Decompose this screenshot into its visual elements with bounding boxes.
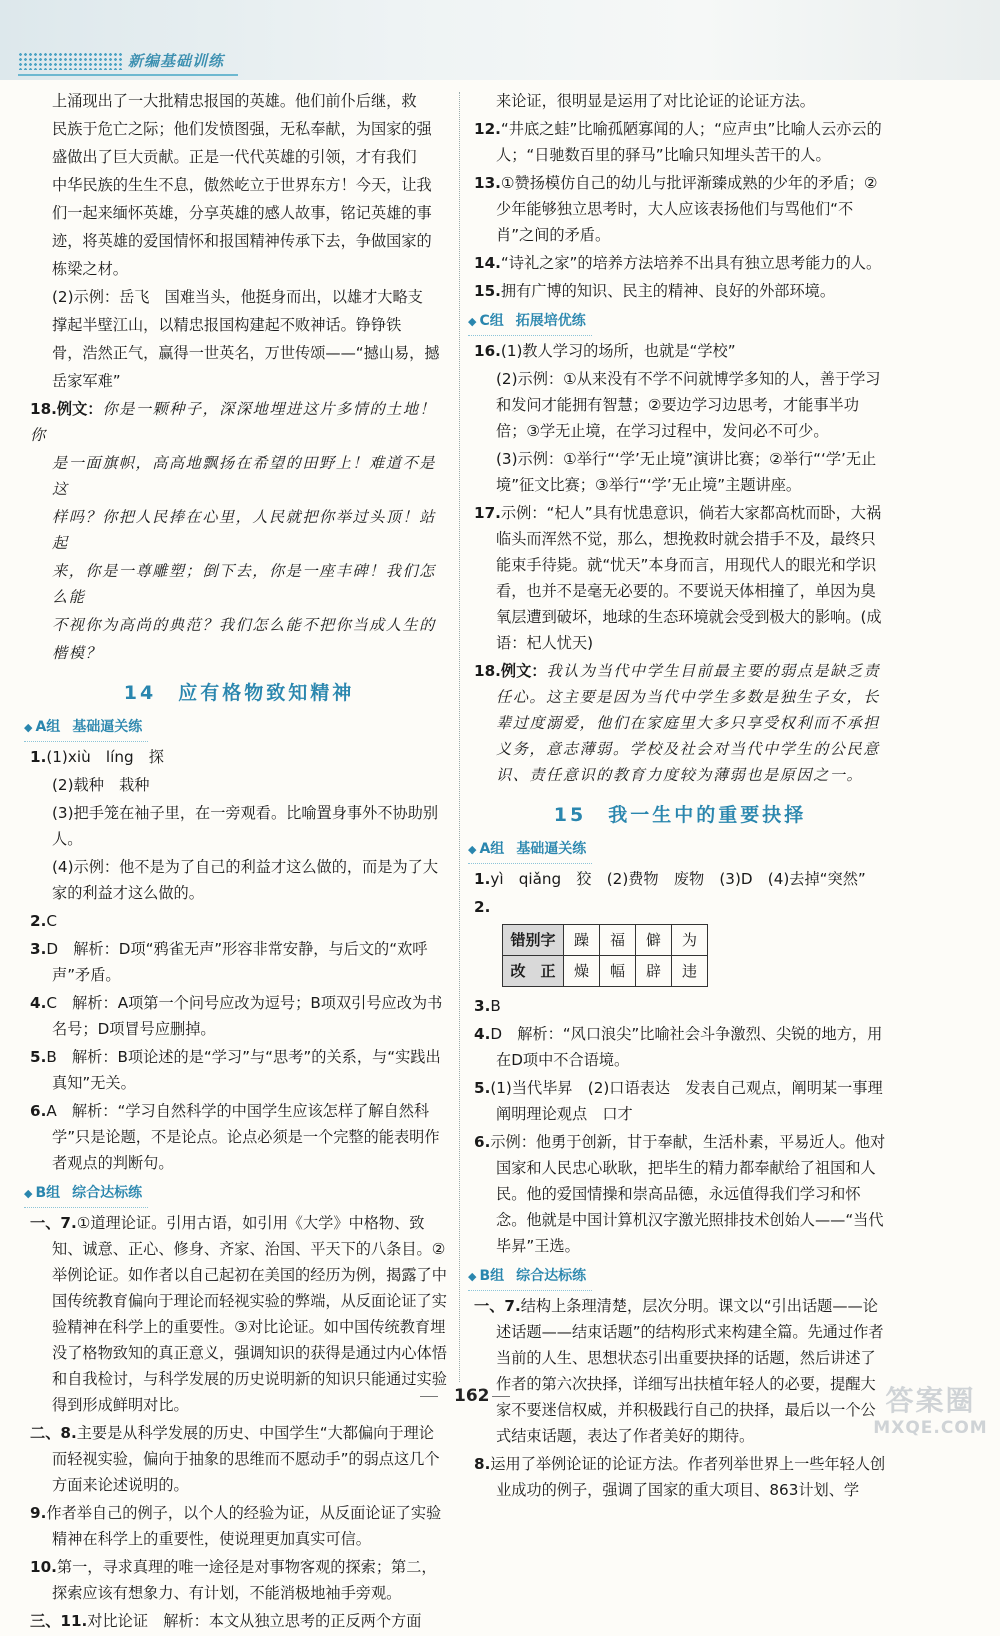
text-line: 岳家军难” xyxy=(52,372,121,390)
text-line: 骨，浩然正气，赢得一世英名，万世传颂——“撼山易，撼 xyxy=(52,344,440,362)
diamond-icon: ◆ xyxy=(24,721,33,734)
header-title: 新编基础训练 xyxy=(128,52,225,70)
answer-text: A 解析：“学习自然科学的中国学生应该怎样了解自然科学”只是论题，不是论点。论点必须是一个完整的能表明作者观点的判断句。 xyxy=(46,1102,440,1172)
group-a-heading: ◆ A组 基础逼关练 xyxy=(24,714,148,742)
table-row xyxy=(503,956,708,987)
diamond-icon: ◆ xyxy=(468,315,477,328)
answer-text: (1)当代毕昇 (2)口语表达 发表自己观点，阐明某一事理 阐明理论观点 口才 xyxy=(490,1079,898,1123)
group-b-list: 一、7.①道理论证。引用古语，如引用《大学》中格物、致知、诚意、正心、修身、齐家、治国、平天下的八条目。②举例论证。如作者以自己起初在美国的经历为例，揭露了中国传统教育偏向于理论而轻视实验的弊端，从反面论证了实验精神在科学上的重要性。③对比论证。如中国传统教育埋没了格物致知的真正意义，强调知识的获得是通过内心体悟和自我检讨，与科学发展的历史说明新的知识只能通过实验得到形成鲜明对比。 二、8.主要是从科学发展的历史、中国学生“大都偏向于理论而轻视实验，偏向于抽象的思维而不愿动手”的弱点这几个方面来论述说明的。 9.作者举自己的例子，以个人的经验为证，从反面论证了实验精神在科学上的重要性，使说理更加真实可信。 10.第一，寻求真理的唯一途径是对事物客观的探索；第二，探索应该有想象力、有计划，不能消极地袖手旁观。 三、11.对比论证 解析：本文从独立思考的正反两个方面 xyxy=(30,1214,447,1630)
text-line: 栋梁之材。 xyxy=(52,260,128,278)
answer-text: ①道理论证。引用古语，如引用《大学》中格物、致知、诚意、正心、修身、齐家、治国、平天下的八条目。②举例论证。如作者以自己起初在美国的经历为例，揭露了中国传统教育偏向于理论而轻视实验的弊端，从反面论证了实验精神在科学上的重要性。③对比论证。如中国传统教育埋没了格物致知的真正意义，强调知识的获得是通过内心体悟和自我检讨，与科学发展的历史说明新的知识只能通过实验得到形成鲜明对比。 xyxy=(52,1214,447,1414)
header-rule xyxy=(18,74,238,76)
group-a-list: 1.(1)xiù líng 探 (2)载种 栽种 (3)把手笼在袖子里，在一旁观看。比喻置身事外不协助别人。 (4)示例：他不是为了自己的利益才这么做的，而是为了大家的利益才这么做的。 2.C 3.D 解析：D项“鸦雀无声”形容非常安静，与后文的“欢呼声”矛盾。 4.C 解析：A项第一个问号应改为逗号；B项双引号应改为书名号；D项冒号应删掉。 5.B 解析：B项论述的是“学习”与“思考”的关系，与“实践出真知”无关。 6.A 解析：“学习自然科学的中国学生应该怎样了解自然科学”只是论题，不是论点。论点必须是一个完整的能表明作者观点的判断句。 xyxy=(30,744,448,1176)
text-line: 迹，将英雄的爱国情怀和报国精神传承下去，争做国家的 xyxy=(52,232,432,250)
answer-text: 对比论证 解析：本文从独立思考的正反两个方面 xyxy=(87,1612,422,1630)
essay-line: 是一面旗帜，高高地飘扬在希望的田野上！难道不是这 xyxy=(52,454,436,498)
text-line: 上涌现出了一大批精忠报国的英雄。他们前仆后继，救 xyxy=(52,92,417,110)
column-divider xyxy=(459,92,460,1382)
answer-text: (2)示例：①从来没有不学不问就博学多知的人，善于学习和发问才能拥有智慧；②要边学习边思考，才能事半功倍；③学无止境，在学习过程中，发问必不可少。 xyxy=(496,370,881,440)
question-number: 18. xyxy=(474,662,501,680)
answer-text: (3)示例：①举行“‘学’无止境”演讲比赛；②举行“‘学’无止境”征文比赛；③举行“‘学’无止境”主题讲座。 xyxy=(496,450,877,494)
table-header-cell: 错别字 xyxy=(503,925,564,956)
answer-text: (4)示例：他不是为了自己的利益才这么做的，而是为了大家的利益才这么做的。 xyxy=(52,858,439,902)
answer-text: (2)载种 栽种 xyxy=(52,776,150,794)
left-top-block xyxy=(30,88,448,394)
answer-text: 示例：“杞人”具有忧患意识，倘若大家都高枕而卧，大祸临头而浑然不觉，那么，想挽救时就会措手不及，最终只能束手待毙。就“忧天”本身而言，用现代人的眼光和学识看，也并不是毫无必要的。不要说天体相撞了，单因为臭氧层遭到破坏，地球的生态环境就会受到极大的影响。(成语：杞人忧天) xyxy=(496,504,882,652)
group-b-heading: ◆ B组 综合达标练 xyxy=(24,1180,148,1208)
answer-text: D 解析：D项“鸦雀无声”形容非常安静，与后文的“欢呼声”矛盾。 xyxy=(46,940,428,984)
section-title-14: 14 应有格物致知精神 xyxy=(123,682,355,704)
answer-text: C xyxy=(46,912,57,930)
answer-text: C 解析：A项第一个问号应改为逗号；B项双引号应改为书名号；D项冒号应删掉。 xyxy=(46,994,443,1038)
table-cell: 幅 xyxy=(600,956,636,987)
answer-text: “诗礼之家”的培养方法培养不出具有独立思考能力的人。 xyxy=(500,254,882,272)
answer-text: (3)把手笼在袖子里，在一旁观看。比喻置身事外不协助别人。 xyxy=(52,804,439,848)
footer-dash-left xyxy=(420,1396,438,1397)
text-line: 盛做出了巨大贡献。正是一代代英雄的引领，才有我们 xyxy=(52,148,417,166)
answer-text: 作者举自己的例子，以个人的经验为证，从反面论证了实验精神在科学上的重要性，使说理更加真实可信。 xyxy=(46,1504,442,1548)
answer-text: B 解析：B项论述的是“学习”与“思考”的关系，与“实践出真知”无关。 xyxy=(46,1048,441,1092)
left-column xyxy=(24,88,448,1636)
answer-text: D 解析：“风口浪尖”比喻社会斗争激烈、尖锐的地方，用在D项中不合语境。 xyxy=(490,1025,883,1069)
group-c-heading: ◆ C组 拓展培优练 xyxy=(468,308,592,336)
answer-text: 结构上条理清楚，层次分明。课文以“引出话题——论述话题——结束话题”的结构形式来构建全篇。先通过作者当前的人生、思想状态引出重要抉择的话题，然后讲述了作者的第六次抉择，详细写出扶植年轻人的必要，提醒大家不要迷信权威，并积极践行自己的抉择，最后以一个公式结束话题，表达了作者美好的期待。 xyxy=(496,1297,884,1445)
text-line: 中华民族的生生不息，傲然屹立于世界东方！今天，让我 xyxy=(52,176,432,194)
answer-text: ①赞扬模仿自己的幼儿与批评渐臻成熟的少年的矛盾；②少年能够独立思考时，大人应该表扬他们与骂他们“不肖”之间的矛盾。 xyxy=(496,174,878,244)
right-top-list: 12.“井底之蛙”比喻孤陋寡闻的人；“应声虫”比喻人云亦云的人；“日驰数百里的驿马”比喻只知埋头苦干的人。 13.①赞扬模仿自己的幼儿与批评渐臻成熟的少年的矛盾；②少年能够独立思考时，大人应该表扬他们与骂他们“不肖”之间的矛盾。 14.“诗礼之家”的培养方法培养不出具有独立思考能力的人。 15.拥有广博的知识、民主的精神、良好的外部环境。 xyxy=(474,120,882,300)
section-title-15: 15 我一生中的重要抉择 xyxy=(553,804,807,826)
text-line: (2)示例：岳飞 国难当头，他挺身而出，以雄才大略支 xyxy=(52,288,423,306)
correction-table xyxy=(502,924,708,987)
text-line: 民族于危亡之际；他们发愤图强，无私奉献，为国家的强 xyxy=(52,120,432,138)
answer-text: 拥有广博的知识、民主的精神、良好的外部环境。 xyxy=(500,282,836,300)
diamond-icon: ◆ xyxy=(468,1270,477,1283)
group-a-heading: ◆ A组 基础逼关练 xyxy=(468,836,592,864)
table-cell: 僻 xyxy=(636,925,672,956)
answer-text: B xyxy=(490,997,501,1015)
essay-text: 我认为当代中学生目前最主要的弱点是缺乏责任心。这主要是因为当代中学生多数是独生子女，长辈过度溺爱，他们在家庭里大多只享受权利而不承担义务，意志薄弱。学校及社会对当代中学生的公民意识、责任意识的教育力度较为薄弱也是原因之一。 xyxy=(496,662,881,784)
answer-text: (1)xiù líng 探 xyxy=(46,748,164,766)
essay-line: 来，你是一尊雕塑；倒下去，你是一座丰碑！我们怎么能 xyxy=(52,562,436,606)
table-cell: 违 xyxy=(672,956,708,987)
table-cell: 燥 xyxy=(564,956,600,987)
example-label: 例文： xyxy=(56,400,103,418)
table-cell: 辟 xyxy=(636,956,672,987)
page-number: 162 xyxy=(454,1386,490,1406)
question-2: 2. 错别字 躁 福 僻 为 改 正 燥 幅 辟 违 xyxy=(474,894,886,987)
table-header-cell: 改 正 xyxy=(503,956,564,987)
essay-line: 楷模？ xyxy=(52,644,103,662)
answer-text: “井底之蛙”比喻孤陋寡闻的人；“应声虫”比喻人云亦云的人；“日驰数百里的驿马”比喻只知埋头苦干的人。 xyxy=(496,120,882,164)
answer-text: 运用了举例论证的论证方法。作者列举世界上一些年轻人创业成功的例子，强调了国家的重大项目、863计划、学 xyxy=(490,1455,886,1499)
table-row xyxy=(503,925,708,956)
table-cell: 福 xyxy=(600,925,636,956)
group-a-list: 1.yì qiǎng 狡 (2)费物 废物 (3)D (4)去掉“突然” 2. 错别字 躁 福 僻 为 改 正 燥 幅 辟 违 3.B 4.D 解析：“风口浪尖”比喻社会斗争激烈、尖锐的地方，用在D项中不合语境。 5.(1)当代毕昇 (2)口语表达 发表自己观点，阐明某一事理 阐明理论观点 口才 6.示例：他勇于创新，甘于奉献，生活朴素，平易近人。他对国家和人民忠心耿耿，把毕生的精力都奉献给了祖国和人民。他的爱国情操和崇高品德，永远值得我们学习和怀念。他就是中国计算机汉字激光照排技术创始人——“当代毕昇”王选。 xyxy=(474,870,898,1255)
left-q18 xyxy=(30,396,448,666)
example-label: 例文： xyxy=(500,662,547,680)
answer-text: (1)教人学习的场所，也就是“学校” xyxy=(500,342,736,360)
answer-text: yì qiǎng 狡 (2)费物 废物 (3)D (4)去掉“突然” xyxy=(490,870,866,888)
answer-text: 示例：他勇于创新，甘于奉献，生活朴素，平易近人。他对国家和人民忠心耿耿，把毕生的精力都奉献给了祖国和人民。他的爱国情操和崇高品德，永远值得我们学习和怀念。他就是中国计算机汉字激光照排技术创始人——“当代毕昇”王选。 xyxy=(490,1133,886,1255)
group-c-list: 16.(1)教人学习的场所，也就是“学校” (2)示例：①从来没有不学不问就博学多知的人，善于学习和发问才能拥有智慧；②要边学习边思考，才能事半功倍；③学无止境，在学习过程中，发问必不可少。 (3)示例：①举行“‘学’无止境”演讲比赛；②举行“‘学’无止境”征文比赛；③举行“‘学’无止境”主题讲座。 17.示例：“杞人”具有忧患意识，倘若大家都高枕而卧，大祸临头而浑然不觉，那么，想挽救时就会措手不及，最终只能束手待毙。就“忧天”本身而言，用现代人的眼光和学识看，也并不是毫无必要的。不要说天体相撞了，单因为臭氧层遭到破坏，地球的生态环境就会受到极大的影响。(成语：杞人忧天) 18.例文：我认为当代中学生目前最主要的弱点是缺乏责任心。这主要是因为当代中学生多数是独生子女，长辈过度溺爱，他们在家庭里大多只享受权利而不承担义务，意志薄弱。学校及社会对当代中学生的公民意识、责任意识的教育力度较为薄弱也是原因之一。 xyxy=(474,338,886,788)
answer-text: 第一，寻求真理的唯一途径是对事物客观的探索；第二，探索应该有想象力、有计划，不能消极地袖手旁观。 xyxy=(52,1558,437,1602)
continued-line: 来论证，很明显是运用了对比论证的论证方法。 xyxy=(496,92,815,110)
text-line: 们一起来缅怀英雄，分享英雄的感人故事，铭记英雄的事 xyxy=(52,204,432,222)
answer-text: 主要是从科学发展的历史、中国学生“大都偏向于理论而轻视实验，偏向于抽象的思维而不愿动手”的弱点这几个方面来论述说明的。 xyxy=(52,1424,440,1494)
header-dots xyxy=(18,52,123,70)
table-cell: 躁 xyxy=(564,925,600,956)
essay-line: 你是一颗种子，深深地埋进这片多情的土地！你 xyxy=(30,400,437,444)
group-b-list: 一、7.结构上条理清楚，层次分明。课文以“引出话题——论述话题——结束话题”的结构形式来构建全篇。先通过作者当前的人生、思想状态引出重要抉择的话题，然后讲述了作者的第六次抉择，详细写出扶植年轻人的必要，提醒大家不要迷信权威，并积极践行自己的抉择，最后以一个公式结束话题，表达了作者美好的期待。 8.运用了举例论证的论证方法。作者列举世界上一些年轻人创业成功的例子，强调了国家的重大项目、863计划、学 xyxy=(474,1297,886,1499)
table-cell: 为 xyxy=(672,925,708,956)
footer-dash-right xyxy=(492,1396,510,1397)
diamond-icon: ◆ xyxy=(24,1187,33,1200)
question-number: 18. xyxy=(30,400,57,418)
diamond-icon: ◆ xyxy=(468,843,477,856)
watermark-logo: 答案圈 MXQE.COM xyxy=(873,1384,988,1438)
essay-line: 不视你为高尚的典范？我们怎么能不把你当成人生的 xyxy=(52,616,436,634)
essay-line: 样吗？你把人民捧在心里，人民就把你举过头顶！站起 xyxy=(52,508,436,552)
group-b-heading: ◆ B组 综合达标练 xyxy=(468,1263,592,1291)
text-line: 撑起半壁江山，以精忠报国构建起不败神话。铮铮铁 xyxy=(52,316,402,334)
